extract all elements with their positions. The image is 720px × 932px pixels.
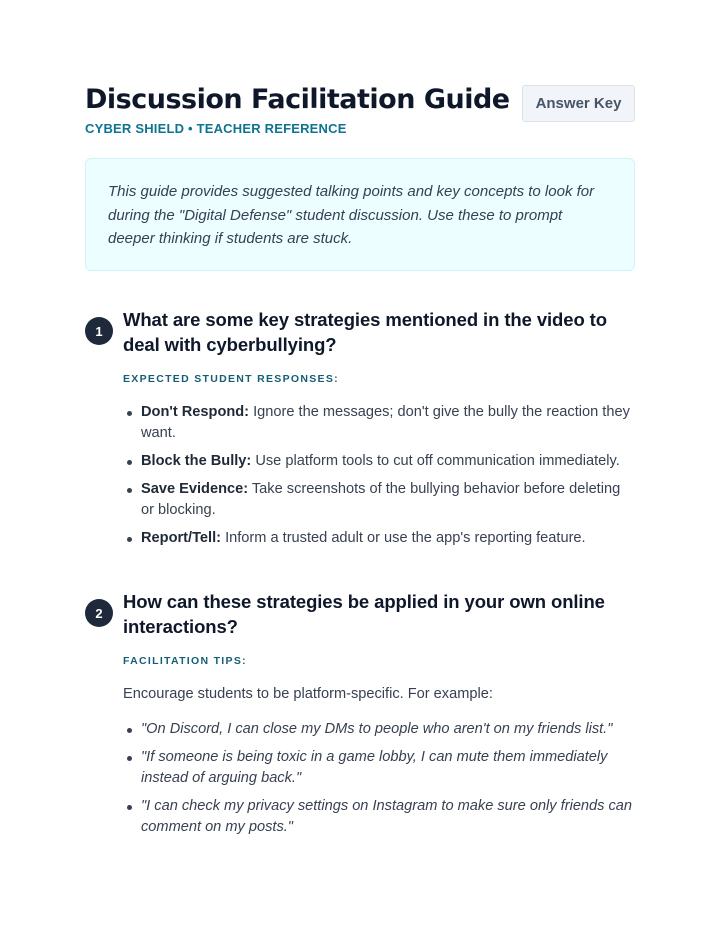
question-1 xyxy=(85,307,635,549)
item-term: Don't Respond: xyxy=(141,404,250,420)
question-number-badge: 2 xyxy=(85,599,113,627)
question-text: What are some key strategies mentioned in the video to deal with cyberbullying? xyxy=(123,309,607,355)
intro-callout: This guide provides suggested talking points and key concepts to look for during the "Digital Defense" student discussion. Use these to prompt deeper thinking if students are stuck. xyxy=(85,158,635,271)
item-desc: Inform a trusted adult or use the app's reporting feature. xyxy=(225,530,586,546)
list-item xyxy=(123,402,635,444)
page-subtitle: CYBER SHIELD • TEACHER REFERENCE xyxy=(85,121,347,136)
item-term: Report/Tell: xyxy=(141,530,221,546)
example-quote-list xyxy=(123,719,635,838)
list-item: "If someone is being toxic in a game lobby, I can mute them immediately instead of arguing back." xyxy=(123,747,635,789)
list-item xyxy=(123,479,635,521)
question-2 xyxy=(85,589,635,838)
item-desc: Use platform tools to cut off communication immediately. xyxy=(255,453,620,469)
response-list xyxy=(123,402,635,549)
item-term: Block the Bully: xyxy=(141,453,252,469)
question-text: How can these strategies be applied in your own online interactions? xyxy=(123,591,605,637)
list-item: "On Discord, I can close my DMs to people who aren't on my friends list." xyxy=(123,719,635,740)
answer-key-badge: Answer Key xyxy=(522,85,635,122)
page-title: Discussion Facilitation Guide xyxy=(85,84,510,115)
tips-lead-text: Encourage students to be platform-specific. For example: xyxy=(123,686,493,702)
item-term: Save Evidence: xyxy=(141,481,249,497)
guide-page xyxy=(85,84,635,845)
list-item xyxy=(123,451,635,472)
section-label: FACILITATION TIPS: xyxy=(123,655,247,667)
question-number-badge: 1 xyxy=(85,317,113,345)
item-desc: Take screenshots of the bullying behavior before deleting or blocking. xyxy=(141,481,621,518)
item-desc: Ignore the messages; don't give the bully the reaction they want. xyxy=(141,404,630,441)
list-item: "I can check my privacy settings on Instagram to make sure only friends can comment on my posts." xyxy=(123,796,635,838)
header xyxy=(85,84,635,140)
section-label: EXPECTED STUDENT RESPONSES: xyxy=(123,373,339,385)
list-item xyxy=(123,528,635,549)
